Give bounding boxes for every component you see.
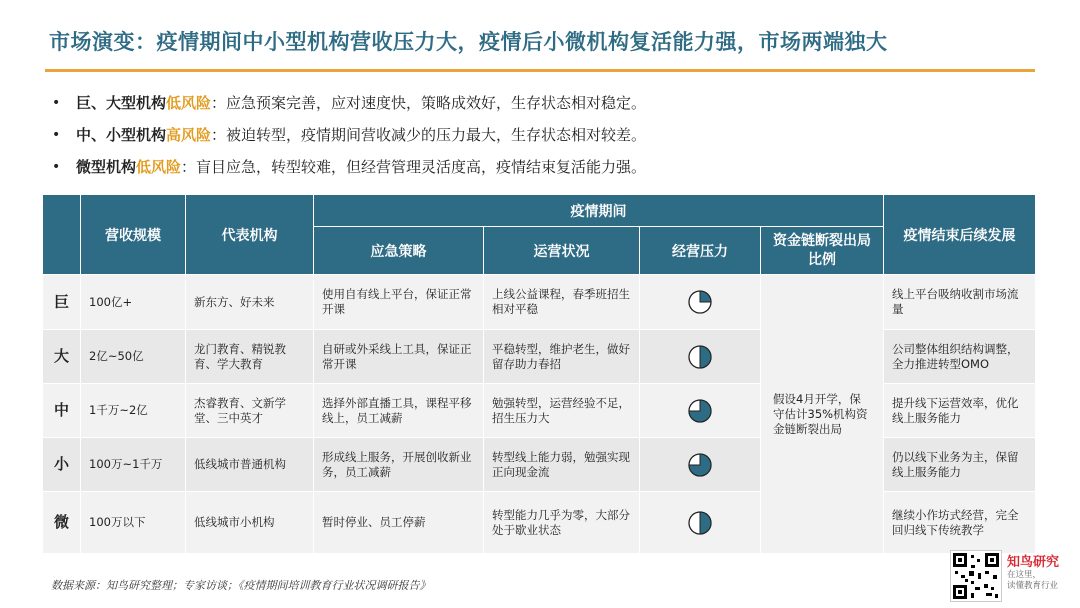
header-revenue: 营收规模 bbox=[81, 195, 186, 275]
title-divider bbox=[45, 69, 1035, 72]
page-title: 市场演变：疫情期间中小型机构营收压力大，疫情后小微机构复活能力强，市场两端独大 bbox=[49, 30, 888, 54]
header-strategy: 应急策略 bbox=[314, 227, 484, 275]
pie-fill bbox=[700, 291, 711, 302]
bullet-item bbox=[52, 123, 646, 155]
bullet-item bbox=[52, 155, 646, 187]
bullet-lead: 中、小型机构 bbox=[76, 126, 167, 144]
pressure-pie-icon bbox=[687, 510, 713, 536]
representative-cell: 低线城市普通机构 bbox=[186, 438, 314, 492]
representative-cell: 低线城市小机构 bbox=[186, 492, 314, 554]
revenue-cell: 1千万~2亿 bbox=[81, 384, 186, 438]
pie-fill bbox=[700, 512, 711, 534]
strategy-cell: 形成线上服务，开展创收新业务，员工减薪 bbox=[314, 438, 484, 492]
bullet-dot-icon: • bbox=[52, 159, 61, 175]
brand-tagline: 读懂教育行业 bbox=[1007, 581, 1059, 591]
bullet-item bbox=[52, 91, 646, 123]
after-cell: 仍以线下业务为主，保留线上服务能力 bbox=[884, 438, 1036, 492]
revenue-cell: 100亿+ bbox=[81, 275, 186, 330]
scale-label: 小 bbox=[43, 438, 81, 492]
table-row bbox=[43, 384, 1036, 438]
pressure-pie-icon bbox=[687, 398, 713, 424]
revenue-cell: 100万以下 bbox=[81, 492, 186, 554]
representative-cell: 新东方、好未来 bbox=[186, 275, 314, 330]
bullet-dot-icon: • bbox=[52, 127, 61, 143]
pressure-cell bbox=[640, 438, 761, 492]
revenue-cell: 100万~1千万 bbox=[81, 438, 186, 492]
bullet-text: ：盲目应急，转型较难，但经营管理灵活度高，疫情结束复活能力强。 bbox=[181, 158, 647, 176]
pressure-pie-icon bbox=[687, 452, 713, 478]
scale-label: 巨 bbox=[43, 275, 81, 330]
header-scale-blank bbox=[43, 195, 81, 275]
operation-cell: 转型能力几乎为零，大部分处于歇业状态 bbox=[484, 492, 640, 554]
table-row bbox=[43, 438, 1036, 492]
pressure-cell bbox=[640, 330, 761, 384]
pressure-cell bbox=[640, 384, 761, 438]
pressure-pie-icon bbox=[687, 289, 713, 315]
table-row bbox=[43, 492, 1036, 554]
scale-label: 微 bbox=[43, 492, 81, 554]
bullet-dot-icon: • bbox=[52, 95, 61, 111]
strategy-cell: 暂时停业、员工停薪 bbox=[314, 492, 484, 554]
market-table bbox=[42, 194, 1036, 554]
breakage-cell: 假设4月开学，保守估计35%机构资金链断裂出局 bbox=[761, 275, 884, 554]
source-note: 数据来源：知鸟研究整理；专家访谈；《疫情期间培训教育行业状况调研报告》 bbox=[51, 579, 431, 592]
operation-cell: 上线公益课程，春季班招生相对平稳 bbox=[484, 275, 640, 330]
brand-logo: 知鸟研究 bbox=[1007, 555, 1060, 570]
bullet-risk: 低风险 bbox=[166, 94, 212, 112]
strategy-cell: 选择外部直播工具，课程平移线上，员工减薪 bbox=[314, 384, 484, 438]
scale-label: 大 bbox=[43, 330, 81, 384]
pressure-pie-icon bbox=[687, 344, 713, 370]
bullet-list bbox=[52, 91, 646, 187]
bullet-risk: 低风险 bbox=[136, 158, 182, 176]
header-operation: 运营状况 bbox=[484, 227, 640, 275]
header-during-epidemic: 疫情期间 bbox=[314, 195, 884, 227]
bullet-lead: 巨、大型机构 bbox=[76, 94, 167, 112]
table-row bbox=[43, 330, 1036, 384]
operation-cell: 平稳转型，维护老生，做好留存助力春招 bbox=[484, 330, 640, 384]
representative-cell: 龙门教育、精锐教育、学大教育 bbox=[186, 330, 314, 384]
bullet-text: ：应急预案完善，应对速度快，策略成效好，生存状态相对稳定。 bbox=[211, 94, 647, 112]
after-cell: 提升线下运营效率，优化线上服务能力 bbox=[884, 384, 1036, 438]
pressure-cell bbox=[640, 492, 761, 554]
brand-block bbox=[1007, 551, 1077, 592]
pressure-cell bbox=[640, 275, 761, 330]
after-cell: 继续小作坊式经营，完全回归线下传统教学 bbox=[884, 492, 1036, 554]
header-pressure: 经营压力 bbox=[640, 227, 761, 275]
brand-tagline: 在这里， bbox=[1007, 570, 1042, 580]
qr-code-icon bbox=[950, 550, 1002, 602]
representative-cell: 杰睿教育、文新学堂、三中英才 bbox=[186, 384, 314, 438]
header-representative: 代表机构 bbox=[186, 195, 314, 275]
bullet-lead: 微型机构 bbox=[76, 158, 137, 176]
strategy-cell: 自研或外采线上工具，保证正常开课 bbox=[314, 330, 484, 384]
header-after-epidemic: 疫情结束后续发展 bbox=[884, 195, 1036, 275]
bullet-risk: 高风险 bbox=[166, 126, 212, 144]
strategy-cell: 使用自有线上平台，保证正常开课 bbox=[314, 275, 484, 330]
header-breakage: 资金链断裂出局比例 bbox=[761, 227, 884, 275]
after-cell: 公司整体组织结构调整，全力推进转型OMO bbox=[884, 330, 1036, 384]
table-row bbox=[43, 275, 1036, 330]
bullet-text: ：被迫转型，疫情期间营收减少的压力最大，生存状态相对较差。 bbox=[211, 126, 647, 144]
operation-cell: 转型线上能力弱，勉强实现正向现金流 bbox=[484, 438, 640, 492]
scale-label: 中 bbox=[43, 384, 81, 438]
operation-cell: 勉强转型，运营经验不足，招生压力大 bbox=[484, 384, 640, 438]
pie-fill bbox=[700, 346, 711, 368]
revenue-cell: 2亿~50亿 bbox=[81, 330, 186, 384]
after-cell: 线上平台吸纳收割市场流量 bbox=[884, 275, 1036, 330]
